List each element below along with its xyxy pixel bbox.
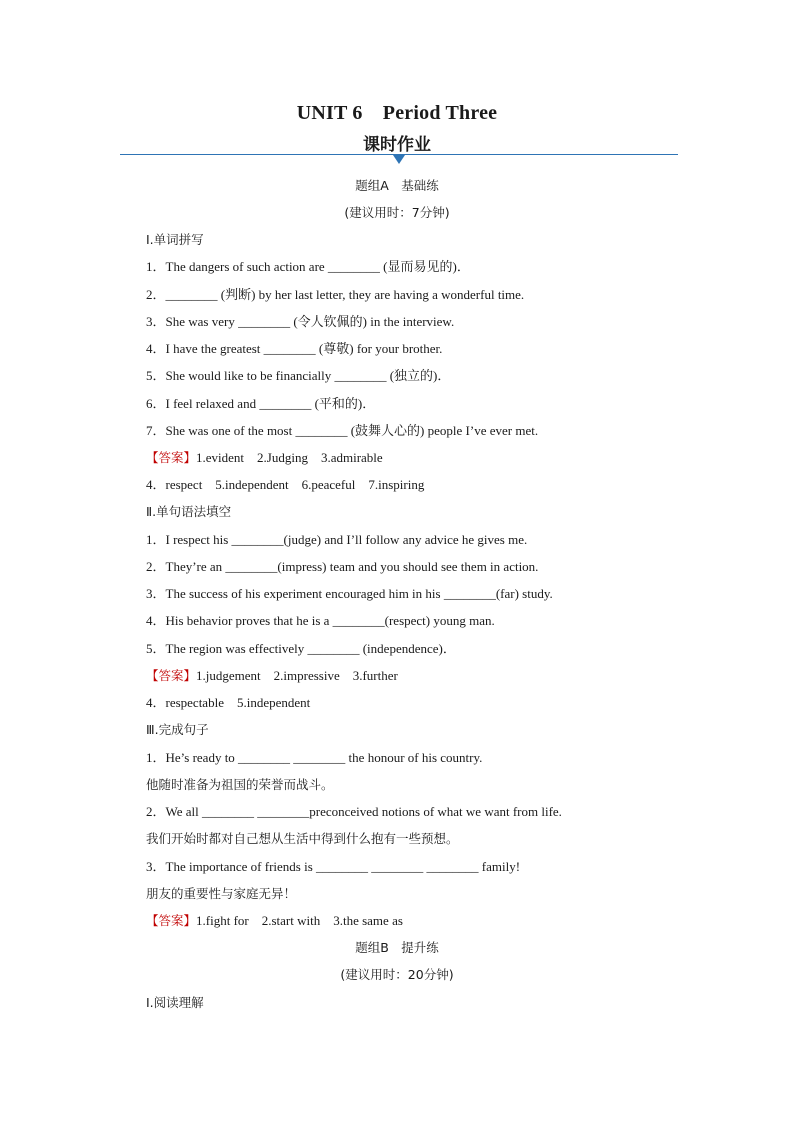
group-a-time: (建议用时：7分钟) [344, 205, 450, 220]
group-a-title: 题组A 基础练 [355, 178, 439, 193]
triangle-marker-icon [393, 155, 405, 164]
spelling-item: 6．I feel relaxed and ________ (平和的)． [146, 396, 376, 411]
answer-text: 1.fight for 2.start with 3.the same as [196, 913, 403, 928]
spelling-item: 7．She was one of the most ________ (鼓舞人心的) people I’ve ever met. [146, 423, 539, 438]
sentence-item-en: 3．The importance of friends is ________ ________ ________ family! [146, 859, 521, 874]
sentence-item-cn: 我们开始时都对自己想从生活中得到什么抱有一些预想。 [146, 831, 459, 846]
grammar-item: 5．The region was effectively ________ (independence)． [146, 641, 456, 656]
section-heading-grammar: Ⅱ.单句语法填空 [146, 504, 232, 519]
answer-label: 【答案】 [146, 668, 197, 683]
group-b-title: 题组B 提升练 [355, 940, 439, 955]
answer-line [146, 913, 403, 929]
grammar-item: 2．They’re an ________(impress) team and you should see them in action. [146, 559, 539, 574]
answer-text-continued: 4．respect 5.independent 6.peaceful 7.inspiring [146, 477, 425, 492]
spelling-item: 2．________ (判断) by her last letter, they are having a wonderful time. [146, 287, 525, 302]
section-heading-sentences: Ⅲ.完成句子 [146, 722, 209, 737]
grammar-item: 1．I respect his ________(judge) and I’ll follow any advice he gives me. [146, 532, 528, 547]
answer-text-continued: 4．respectable 5.independent [146, 695, 311, 710]
spelling-item: 5．She would like to be financially ________ (独立的)． [146, 368, 451, 383]
sentence-item-en: 2．We all ________ ________preconceived notions of what we want from life. [146, 804, 562, 819]
section-heading-reading: Ⅰ.阅读理解 [146, 995, 204, 1010]
answer-text: 1.evident 2.Judging 3.admirable [196, 450, 383, 465]
unit-title: UNIT 6 Period Three [296, 102, 498, 124]
section-heading-spelling: Ⅰ.单词拼写 [146, 232, 204, 247]
answer-line [146, 668, 398, 684]
spelling-item: 3．She was very ________ (令人钦佩的) in the interview. [146, 314, 455, 329]
sentence-item-cn: 朋友的重要性与家庭无异！ [146, 886, 297, 901]
spelling-item: 1．The dangers of such action are ________ (显而易见的)． [146, 259, 470, 274]
answer-text: 1.judgement 2.impressive 3.further [196, 668, 398, 683]
homework-subtitle: 课时作业 [363, 135, 431, 155]
answer-line [146, 450, 383, 466]
sentence-item-cn: 他随时准备为祖国的荣誉而战斗。 [146, 777, 334, 792]
grammar-item: 4．His behavior proves that he is a ________(respect) young man. [146, 613, 495, 628]
spelling-item: 4．I have the greatest ________ (尊敬) for your brother. [146, 341, 443, 356]
answer-label: 【答案】 [146, 913, 197, 928]
sentence-item-en: 1．He’s ready to ________ ________ the honour of his country. [146, 750, 483, 765]
answer-label: 【答案】 [146, 450, 197, 465]
grammar-item: 3．The success of his experiment encouraged him in his ________(far) study. [146, 586, 553, 601]
group-b-time: (建议用时：20分钟) [340, 967, 454, 982]
